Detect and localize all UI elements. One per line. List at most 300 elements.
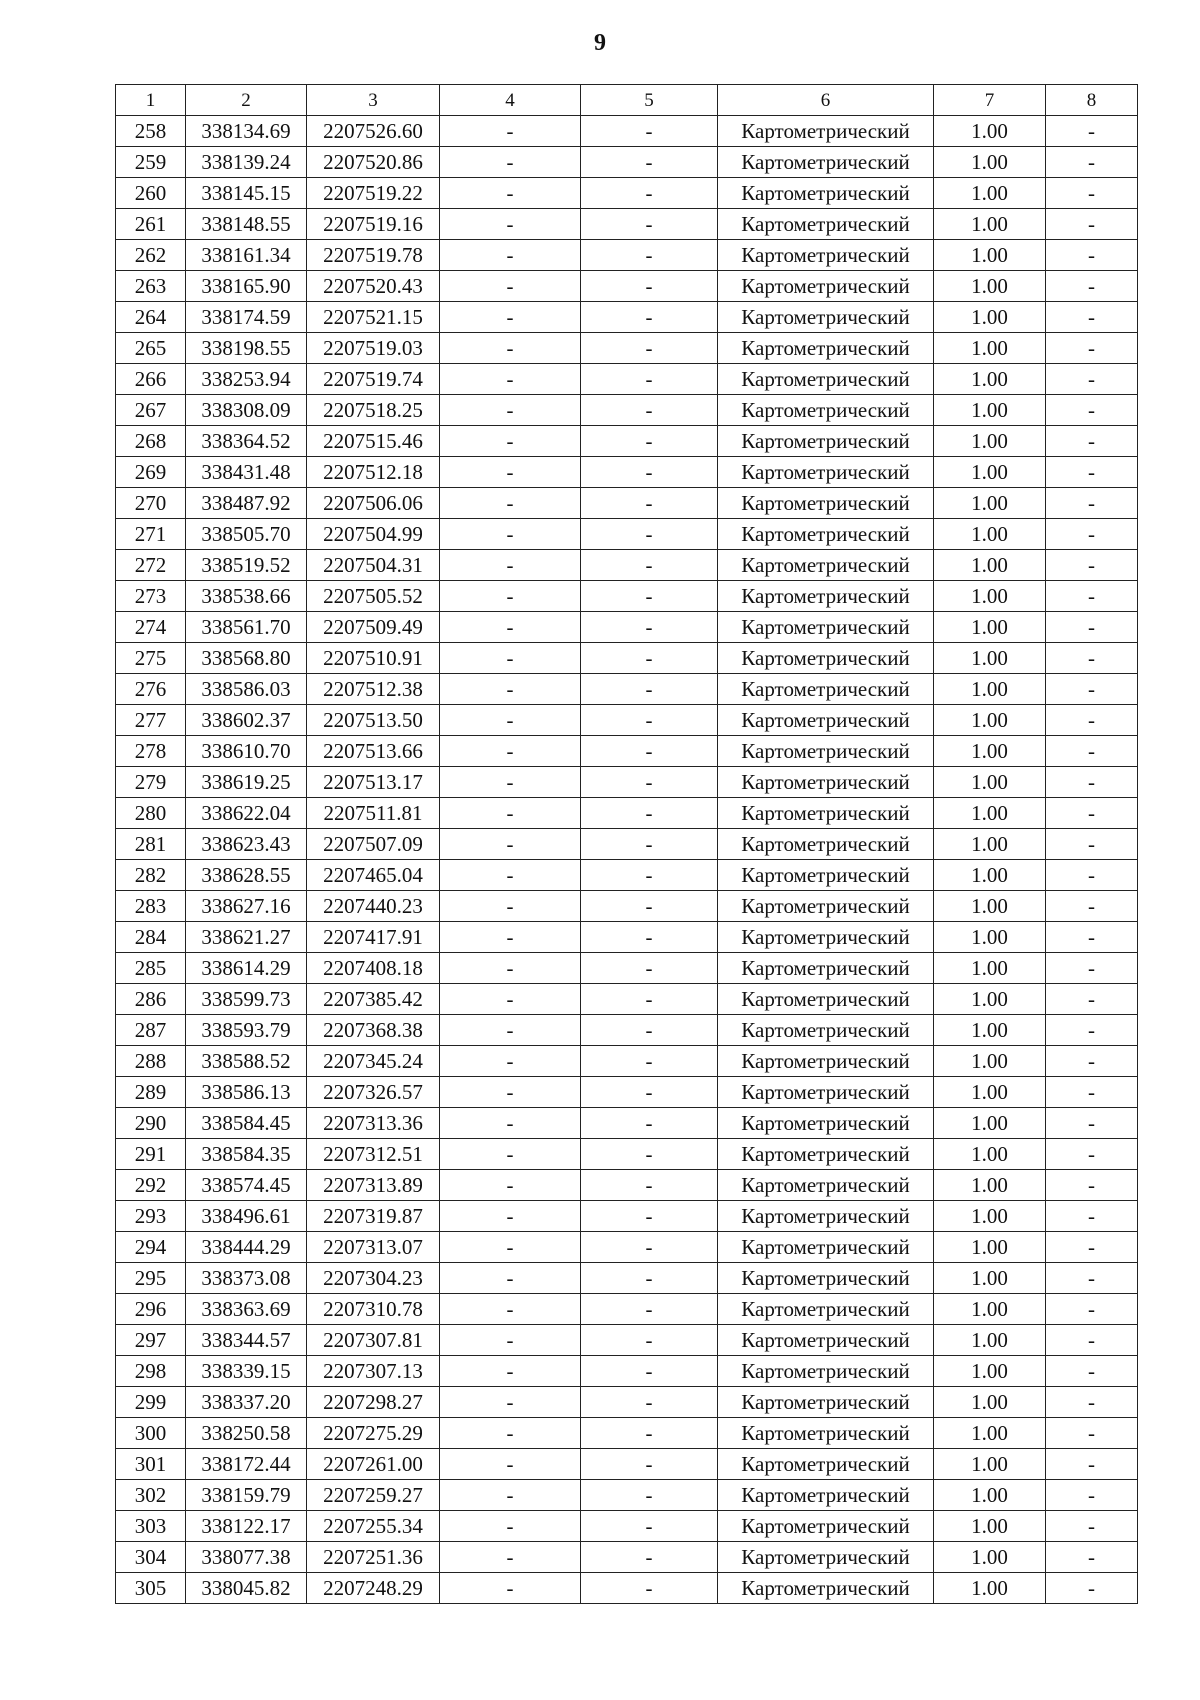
accuracy-cell: 1.00 bbox=[934, 829, 1046, 860]
x-coordinate-cell: 338602.37 bbox=[186, 705, 307, 736]
table-row bbox=[116, 1015, 1138, 1046]
accuracy-cell: 1.00 bbox=[934, 860, 1046, 891]
x-coordinate-cell: 338363.69 bbox=[186, 1294, 307, 1325]
method-cell: Картометрический bbox=[718, 1232, 934, 1263]
column-5-cell: - bbox=[581, 364, 718, 395]
accuracy-cell: 1.00 bbox=[934, 457, 1046, 488]
column-4-cell: - bbox=[440, 1573, 581, 1604]
column-4-cell: - bbox=[440, 147, 581, 178]
table-row bbox=[116, 643, 1138, 674]
method-cell: Картометрический bbox=[718, 705, 934, 736]
column-4-cell: - bbox=[440, 767, 581, 798]
column-5-cell: - bbox=[581, 1139, 718, 1170]
y-coordinate-cell: 2207368.38 bbox=[307, 1015, 440, 1046]
column-8-cell: - bbox=[1046, 519, 1138, 550]
accuracy-cell: 1.00 bbox=[934, 798, 1046, 829]
method-cell: Картометрический bbox=[718, 488, 934, 519]
table-row bbox=[116, 1387, 1138, 1418]
column-5-cell: - bbox=[581, 891, 718, 922]
y-coordinate-cell: 2207509.49 bbox=[307, 612, 440, 643]
point-number-cell: 261 bbox=[116, 209, 186, 240]
column-5-cell: - bbox=[581, 1015, 718, 1046]
accuracy-cell: 1.00 bbox=[934, 147, 1046, 178]
table-row bbox=[116, 426, 1138, 457]
y-coordinate-cell: 2207345.24 bbox=[307, 1046, 440, 1077]
column-8-cell: - bbox=[1046, 302, 1138, 333]
method-cell: Картометрический bbox=[718, 240, 934, 271]
point-number-cell: 300 bbox=[116, 1418, 186, 1449]
point-number-cell: 270 bbox=[116, 488, 186, 519]
point-number-cell: 282 bbox=[116, 860, 186, 891]
column-8-cell: - bbox=[1046, 364, 1138, 395]
column-5-cell: - bbox=[581, 519, 718, 550]
column-8-cell: - bbox=[1046, 1139, 1138, 1170]
column-8-cell: - bbox=[1046, 1511, 1138, 1542]
table-row bbox=[116, 178, 1138, 209]
x-coordinate-cell: 338148.55 bbox=[186, 209, 307, 240]
accuracy-cell: 1.00 bbox=[934, 922, 1046, 953]
column-8-cell: - bbox=[1046, 1232, 1138, 1263]
accuracy-cell: 1.00 bbox=[934, 271, 1046, 302]
column-8-cell: - bbox=[1046, 271, 1138, 302]
accuracy-cell: 1.00 bbox=[934, 674, 1046, 705]
method-cell: Картометрический bbox=[718, 1046, 934, 1077]
table-row bbox=[116, 1263, 1138, 1294]
y-coordinate-cell: 2207313.36 bbox=[307, 1108, 440, 1139]
column-8-cell: - bbox=[1046, 984, 1138, 1015]
column-8-cell: - bbox=[1046, 1294, 1138, 1325]
method-cell: Картометрический bbox=[718, 519, 934, 550]
column-header: 7 bbox=[934, 85, 1046, 116]
method-cell: Картометрический bbox=[718, 147, 934, 178]
column-4-cell: - bbox=[440, 891, 581, 922]
column-8-cell: - bbox=[1046, 488, 1138, 519]
table-row bbox=[116, 302, 1138, 333]
accuracy-cell: 1.00 bbox=[934, 1480, 1046, 1511]
method-cell: Картометрический bbox=[718, 798, 934, 829]
column-4-cell: - bbox=[440, 116, 581, 147]
column-4-cell: - bbox=[440, 643, 581, 674]
accuracy-cell: 1.00 bbox=[934, 550, 1046, 581]
column-4-cell: - bbox=[440, 426, 581, 457]
point-number-cell: 283 bbox=[116, 891, 186, 922]
method-cell: Картометрический bbox=[718, 333, 934, 364]
accuracy-cell: 1.00 bbox=[934, 953, 1046, 984]
accuracy-cell: 1.00 bbox=[934, 643, 1046, 674]
table-row bbox=[116, 1480, 1138, 1511]
method-cell: Картометрический bbox=[718, 984, 934, 1015]
column-5-cell: - bbox=[581, 426, 718, 457]
method-cell: Картометрический bbox=[718, 1015, 934, 1046]
accuracy-cell: 1.00 bbox=[934, 581, 1046, 612]
method-cell: Картометрический bbox=[718, 178, 934, 209]
x-coordinate-cell: 338373.08 bbox=[186, 1263, 307, 1294]
column-4-cell: - bbox=[440, 798, 581, 829]
x-coordinate-cell: 338538.66 bbox=[186, 581, 307, 612]
y-coordinate-cell: 2207519.78 bbox=[307, 240, 440, 271]
x-coordinate-cell: 338045.82 bbox=[186, 1573, 307, 1604]
column-4-cell: - bbox=[440, 922, 581, 953]
table-row bbox=[116, 829, 1138, 860]
point-number-cell: 276 bbox=[116, 674, 186, 705]
table-row bbox=[116, 271, 1138, 302]
column-4-cell: - bbox=[440, 953, 581, 984]
column-4-cell: - bbox=[440, 1480, 581, 1511]
table-row bbox=[116, 1542, 1138, 1573]
table-row bbox=[116, 519, 1138, 550]
column-5-cell: - bbox=[581, 1046, 718, 1077]
accuracy-cell: 1.00 bbox=[934, 1418, 1046, 1449]
x-coordinate-cell: 338161.34 bbox=[186, 240, 307, 271]
table-row bbox=[116, 860, 1138, 891]
point-number-cell: 266 bbox=[116, 364, 186, 395]
table-row bbox=[116, 395, 1138, 426]
column-8-cell: - bbox=[1046, 922, 1138, 953]
point-number-cell: 291 bbox=[116, 1139, 186, 1170]
table-row bbox=[116, 705, 1138, 736]
column-8-cell: - bbox=[1046, 395, 1138, 426]
x-coordinate-cell: 338431.48 bbox=[186, 457, 307, 488]
column-5-cell: - bbox=[581, 1201, 718, 1232]
x-coordinate-cell: 338627.16 bbox=[186, 891, 307, 922]
column-4-cell: - bbox=[440, 178, 581, 209]
table-row bbox=[116, 953, 1138, 984]
y-coordinate-cell: 2207319.87 bbox=[307, 1201, 440, 1232]
accuracy-cell: 1.00 bbox=[934, 1325, 1046, 1356]
method-cell: Картометрический bbox=[718, 612, 934, 643]
method-cell: Картометрический bbox=[718, 1573, 934, 1604]
table-header-row bbox=[116, 85, 1138, 116]
table-row bbox=[116, 116, 1138, 147]
point-number-cell: 262 bbox=[116, 240, 186, 271]
column-4-cell: - bbox=[440, 1263, 581, 1294]
column-4-cell: - bbox=[440, 395, 581, 426]
accuracy-cell: 1.00 bbox=[934, 426, 1046, 457]
point-number-cell: 289 bbox=[116, 1077, 186, 1108]
column-8-cell: - bbox=[1046, 829, 1138, 860]
table-row bbox=[116, 457, 1138, 488]
accuracy-cell: 1.00 bbox=[934, 1077, 1046, 1108]
method-cell: Картометрический bbox=[718, 1480, 934, 1511]
y-coordinate-cell: 2207440.23 bbox=[307, 891, 440, 922]
column-5-cell: - bbox=[581, 643, 718, 674]
table-row bbox=[116, 1139, 1138, 1170]
x-coordinate-cell: 338561.70 bbox=[186, 612, 307, 643]
point-number-cell: 284 bbox=[116, 922, 186, 953]
point-number-cell: 278 bbox=[116, 736, 186, 767]
y-coordinate-cell: 2207304.23 bbox=[307, 1263, 440, 1294]
accuracy-cell: 1.00 bbox=[934, 1294, 1046, 1325]
column-header: 1 bbox=[116, 85, 186, 116]
column-8-cell: - bbox=[1046, 705, 1138, 736]
accuracy-cell: 1.00 bbox=[934, 519, 1046, 550]
y-coordinate-cell: 2207298.27 bbox=[307, 1387, 440, 1418]
method-cell: Картометрический bbox=[718, 1108, 934, 1139]
column-8-cell: - bbox=[1046, 1356, 1138, 1387]
point-number-cell: 274 bbox=[116, 612, 186, 643]
point-number-cell: 305 bbox=[116, 1573, 186, 1604]
accuracy-cell: 1.00 bbox=[934, 1387, 1046, 1418]
table-row bbox=[116, 1077, 1138, 1108]
column-5-cell: - bbox=[581, 705, 718, 736]
y-coordinate-cell: 2207513.17 bbox=[307, 767, 440, 798]
y-coordinate-cell: 2207313.07 bbox=[307, 1232, 440, 1263]
x-coordinate-cell: 338621.27 bbox=[186, 922, 307, 953]
accuracy-cell: 1.00 bbox=[934, 1356, 1046, 1387]
method-cell: Картометрический bbox=[718, 1511, 934, 1542]
y-coordinate-cell: 2207505.52 bbox=[307, 581, 440, 612]
table-row bbox=[116, 1573, 1138, 1604]
x-coordinate-cell: 338584.45 bbox=[186, 1108, 307, 1139]
table-body bbox=[116, 85, 1138, 1604]
method-cell: Картометрический bbox=[718, 1325, 934, 1356]
column-5-cell: - bbox=[581, 550, 718, 581]
x-coordinate-cell: 338444.29 bbox=[186, 1232, 307, 1263]
column-header: 5 bbox=[581, 85, 718, 116]
y-coordinate-cell: 2207507.09 bbox=[307, 829, 440, 860]
page-number: 9 bbox=[594, 30, 606, 56]
table-row bbox=[116, 240, 1138, 271]
method-cell: Картометрический bbox=[718, 1418, 934, 1449]
column-4-cell: - bbox=[440, 1046, 581, 1077]
x-coordinate-cell: 338250.58 bbox=[186, 1418, 307, 1449]
method-cell: Картометрический bbox=[718, 1139, 934, 1170]
accuracy-cell: 1.00 bbox=[934, 1139, 1046, 1170]
accuracy-cell: 1.00 bbox=[934, 612, 1046, 643]
accuracy-cell: 1.00 bbox=[934, 1573, 1046, 1604]
method-cell: Картометрический bbox=[718, 1387, 934, 1418]
table-row bbox=[116, 612, 1138, 643]
table-row bbox=[116, 1511, 1138, 1542]
column-4-cell: - bbox=[440, 240, 581, 271]
point-number-cell: 301 bbox=[116, 1449, 186, 1480]
column-4-cell: - bbox=[440, 519, 581, 550]
y-coordinate-cell: 2207521.15 bbox=[307, 302, 440, 333]
method-cell: Картометрический bbox=[718, 1077, 934, 1108]
column-5-cell: - bbox=[581, 1418, 718, 1449]
table-row bbox=[116, 333, 1138, 364]
column-8-cell: - bbox=[1046, 457, 1138, 488]
column-8-cell: - bbox=[1046, 643, 1138, 674]
column-4-cell: - bbox=[440, 612, 581, 643]
point-number-cell: 299 bbox=[116, 1387, 186, 1418]
accuracy-cell: 1.00 bbox=[934, 1170, 1046, 1201]
column-5-cell: - bbox=[581, 1170, 718, 1201]
point-number-cell: 267 bbox=[116, 395, 186, 426]
column-8-cell: - bbox=[1046, 1573, 1138, 1604]
method-cell: Картометрический bbox=[718, 1449, 934, 1480]
column-5-cell: - bbox=[581, 1294, 718, 1325]
x-coordinate-cell: 338339.15 bbox=[186, 1356, 307, 1387]
column-5-cell: - bbox=[581, 488, 718, 519]
method-cell: Картометрический bbox=[718, 1201, 934, 1232]
column-8-cell: - bbox=[1046, 1542, 1138, 1573]
method-cell: Картометрический bbox=[718, 736, 934, 767]
y-coordinate-cell: 2207512.18 bbox=[307, 457, 440, 488]
method-cell: Картометрический bbox=[718, 643, 934, 674]
x-coordinate-cell: 338599.73 bbox=[186, 984, 307, 1015]
x-coordinate-cell: 338308.09 bbox=[186, 395, 307, 426]
accuracy-cell: 1.00 bbox=[934, 209, 1046, 240]
column-8-cell: - bbox=[1046, 767, 1138, 798]
point-number-cell: 288 bbox=[116, 1046, 186, 1077]
column-header: 3 bbox=[307, 85, 440, 116]
table-row bbox=[116, 1170, 1138, 1201]
column-8-cell: - bbox=[1046, 209, 1138, 240]
point-number-cell: 293 bbox=[116, 1201, 186, 1232]
point-number-cell: 296 bbox=[116, 1294, 186, 1325]
x-coordinate-cell: 338586.03 bbox=[186, 674, 307, 705]
x-coordinate-cell: 338623.43 bbox=[186, 829, 307, 860]
method-cell: Картометрический bbox=[718, 674, 934, 705]
point-number-cell: 264 bbox=[116, 302, 186, 333]
y-coordinate-cell: 2207248.29 bbox=[307, 1573, 440, 1604]
method-cell: Картометрический bbox=[718, 922, 934, 953]
column-4-cell: - bbox=[440, 488, 581, 519]
table-row bbox=[116, 674, 1138, 705]
column-8-cell: - bbox=[1046, 1015, 1138, 1046]
y-coordinate-cell: 2207312.51 bbox=[307, 1139, 440, 1170]
column-5-cell: - bbox=[581, 209, 718, 240]
column-5-cell: - bbox=[581, 860, 718, 891]
accuracy-cell: 1.00 bbox=[934, 1542, 1046, 1573]
y-coordinate-cell: 2207519.22 bbox=[307, 178, 440, 209]
accuracy-cell: 1.00 bbox=[934, 395, 1046, 426]
table-row bbox=[116, 767, 1138, 798]
x-coordinate-cell: 338337.20 bbox=[186, 1387, 307, 1418]
column-4-cell: - bbox=[440, 984, 581, 1015]
table-row bbox=[116, 581, 1138, 612]
y-coordinate-cell: 2207408.18 bbox=[307, 953, 440, 984]
column-8-cell: - bbox=[1046, 1108, 1138, 1139]
column-4-cell: - bbox=[440, 333, 581, 364]
column-4-cell: - bbox=[440, 829, 581, 860]
x-coordinate-cell: 338344.57 bbox=[186, 1325, 307, 1356]
column-8-cell: - bbox=[1046, 736, 1138, 767]
point-number-cell: 263 bbox=[116, 271, 186, 302]
method-cell: Картометрический bbox=[718, 395, 934, 426]
table-row bbox=[116, 488, 1138, 519]
y-coordinate-cell: 2207510.91 bbox=[307, 643, 440, 674]
method-cell: Картометрический bbox=[718, 767, 934, 798]
x-coordinate-cell: 338487.92 bbox=[186, 488, 307, 519]
accuracy-cell: 1.00 bbox=[934, 364, 1046, 395]
column-8-cell: - bbox=[1046, 550, 1138, 581]
column-8-cell: - bbox=[1046, 147, 1138, 178]
y-coordinate-cell: 2207307.81 bbox=[307, 1325, 440, 1356]
method-cell: Картометрический bbox=[718, 271, 934, 302]
accuracy-cell: 1.00 bbox=[934, 1046, 1046, 1077]
table-row bbox=[116, 984, 1138, 1015]
point-number-cell: 297 bbox=[116, 1325, 186, 1356]
column-8-cell: - bbox=[1046, 1387, 1138, 1418]
column-4-cell: - bbox=[440, 1449, 581, 1480]
y-coordinate-cell: 2207465.04 bbox=[307, 860, 440, 891]
column-4-cell: - bbox=[440, 550, 581, 581]
column-5-cell: - bbox=[581, 953, 718, 984]
table-row bbox=[116, 1325, 1138, 1356]
method-cell: Картометрический bbox=[718, 891, 934, 922]
accuracy-cell: 1.00 bbox=[934, 767, 1046, 798]
point-number-cell: 294 bbox=[116, 1232, 186, 1263]
column-5-cell: - bbox=[581, 147, 718, 178]
column-5-cell: - bbox=[581, 1511, 718, 1542]
column-4-cell: - bbox=[440, 736, 581, 767]
y-coordinate-cell: 2207275.29 bbox=[307, 1418, 440, 1449]
point-number-cell: 302 bbox=[116, 1480, 186, 1511]
point-number-cell: 273 bbox=[116, 581, 186, 612]
accuracy-cell: 1.00 bbox=[934, 1511, 1046, 1542]
y-coordinate-cell: 2207515.46 bbox=[307, 426, 440, 457]
column-8-cell: - bbox=[1046, 798, 1138, 829]
x-coordinate-cell: 338584.35 bbox=[186, 1139, 307, 1170]
x-coordinate-cell: 338145.15 bbox=[186, 178, 307, 209]
method-cell: Картометрический bbox=[718, 1356, 934, 1387]
column-8-cell: - bbox=[1046, 1263, 1138, 1294]
x-coordinate-cell: 338619.25 bbox=[186, 767, 307, 798]
table-row bbox=[116, 1108, 1138, 1139]
x-coordinate-cell: 338586.13 bbox=[186, 1077, 307, 1108]
column-4-cell: - bbox=[440, 1077, 581, 1108]
x-coordinate-cell: 338568.80 bbox=[186, 643, 307, 674]
column-8-cell: - bbox=[1046, 1077, 1138, 1108]
column-5-cell: - bbox=[581, 674, 718, 705]
column-4-cell: - bbox=[440, 209, 581, 240]
point-number-cell: 292 bbox=[116, 1170, 186, 1201]
table-row bbox=[116, 736, 1138, 767]
y-coordinate-cell: 2207520.43 bbox=[307, 271, 440, 302]
column-4-cell: - bbox=[440, 1511, 581, 1542]
x-coordinate-cell: 338610.70 bbox=[186, 736, 307, 767]
column-5-cell: - bbox=[581, 798, 718, 829]
column-5-cell: - bbox=[581, 1232, 718, 1263]
column-header: 6 bbox=[718, 85, 934, 116]
method-cell: Картометрический bbox=[718, 860, 934, 891]
accuracy-cell: 1.00 bbox=[934, 1201, 1046, 1232]
x-coordinate-cell: 338077.38 bbox=[186, 1542, 307, 1573]
y-coordinate-cell: 2207506.06 bbox=[307, 488, 440, 519]
point-number-cell: 269 bbox=[116, 457, 186, 488]
y-coordinate-cell: 2207511.81 bbox=[307, 798, 440, 829]
y-coordinate-cell: 2207417.91 bbox=[307, 922, 440, 953]
point-number-cell: 265 bbox=[116, 333, 186, 364]
y-coordinate-cell: 2207310.78 bbox=[307, 1294, 440, 1325]
table-row bbox=[116, 1232, 1138, 1263]
column-4-cell: - bbox=[440, 302, 581, 333]
point-number-cell: 260 bbox=[116, 178, 186, 209]
column-4-cell: - bbox=[440, 1015, 581, 1046]
column-8-cell: - bbox=[1046, 333, 1138, 364]
accuracy-cell: 1.00 bbox=[934, 891, 1046, 922]
method-cell: Картометрический bbox=[718, 1294, 934, 1325]
accuracy-cell: 1.00 bbox=[934, 240, 1046, 271]
x-coordinate-cell: 338139.24 bbox=[186, 147, 307, 178]
x-coordinate-cell: 338614.29 bbox=[186, 953, 307, 984]
column-8-cell: - bbox=[1046, 891, 1138, 922]
x-coordinate-cell: 338628.55 bbox=[186, 860, 307, 891]
column-5-cell: - bbox=[581, 922, 718, 953]
coordinates-table bbox=[115, 84, 1138, 1604]
column-4-cell: - bbox=[440, 1294, 581, 1325]
y-coordinate-cell: 2207513.50 bbox=[307, 705, 440, 736]
column-8-cell: - bbox=[1046, 1449, 1138, 1480]
table-row bbox=[116, 209, 1138, 240]
column-4-cell: - bbox=[440, 1170, 581, 1201]
column-5-cell: - bbox=[581, 1325, 718, 1356]
y-coordinate-cell: 2207526.60 bbox=[307, 116, 440, 147]
point-number-cell: 258 bbox=[116, 116, 186, 147]
table-row bbox=[116, 1418, 1138, 1449]
